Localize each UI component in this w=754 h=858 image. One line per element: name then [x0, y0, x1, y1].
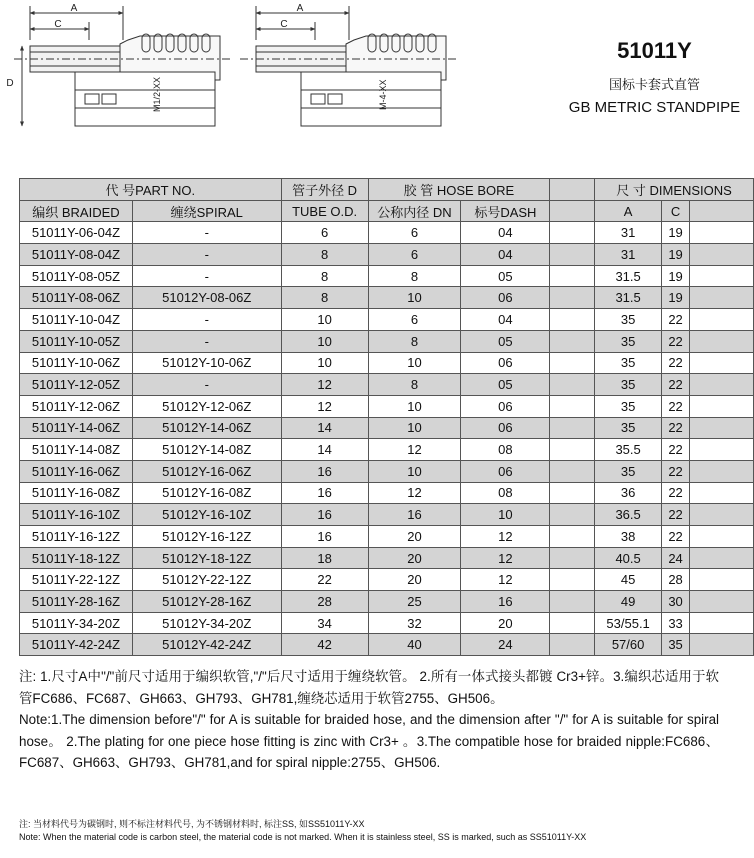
cell-blank [690, 634, 754, 656]
table-row [20, 352, 754, 374]
cell-blank [550, 547, 595, 569]
cell-tube-od: 16 [281, 460, 368, 482]
cell-a: 31.5 [595, 287, 662, 309]
cell-c: 33 [662, 612, 690, 634]
cell-dn: 20 [368, 526, 461, 548]
cell-blank [690, 460, 754, 482]
cell-blank [550, 504, 595, 526]
header-braided: 编织 BRAIDED [20, 200, 133, 222]
dim-a-label-right: A [296, 3, 304, 14]
cell-spiral: 51012Y-16-10Z [132, 504, 281, 526]
cell-tube-od: 16 [281, 504, 368, 526]
cell-braided: 51011Y-10-05Z [20, 330, 133, 352]
cell-a: 35.5 [595, 439, 662, 461]
cell-a: 45 [595, 569, 662, 591]
cell-blank [690, 287, 754, 309]
cell-dash: 04 [461, 309, 550, 331]
cell-dn: 8 [368, 374, 461, 396]
cell-tube-od: 22 [281, 569, 368, 591]
header-a: A [595, 200, 662, 222]
table-row [20, 569, 754, 591]
cell-tube-od: 34 [281, 612, 368, 634]
cell-c: 19 [662, 265, 690, 287]
cell-blank [690, 504, 754, 526]
cell-spiral: - [132, 330, 281, 352]
table-body [20, 222, 754, 656]
header-dimensions: 尺 寸 DIMENSIONS [595, 179, 754, 201]
cell-tube-od: 14 [281, 439, 368, 461]
cell-blank [690, 244, 754, 266]
table-row [20, 395, 754, 417]
cell-tube-od: 16 [281, 526, 368, 548]
cell-blank [690, 482, 754, 504]
cell-dash: 12 [461, 569, 550, 591]
cell-spiral: 51012Y-16-08Z [132, 482, 281, 504]
cell-dn: 10 [368, 352, 461, 374]
cell-a: 57/60 [595, 634, 662, 656]
cell-tube-od: 10 [281, 352, 368, 374]
cell-dn: 10 [368, 287, 461, 309]
cell-blank [690, 330, 754, 352]
cell-braided: 51011Y-10-04Z [20, 309, 133, 331]
cell-spiral: 51012Y-22-12Z [132, 569, 281, 591]
cell-c: 22 [662, 417, 690, 439]
cell-spiral: 51012Y-16-06Z [132, 460, 281, 482]
table-row [20, 460, 754, 482]
table-row [20, 417, 754, 439]
dim-c-label-right: C [280, 19, 288, 30]
cell-spiral: 51012Y-34-20Z [132, 612, 281, 634]
dimensions-table [19, 178, 754, 656]
cell-blank [550, 526, 595, 548]
cell-c: 22 [662, 374, 690, 396]
cell-dn: 6 [368, 244, 461, 266]
right-fitting-drawing [240, 6, 456, 126]
cell-braided: 51011Y-28-16Z [20, 591, 133, 613]
cell-spiral: - [132, 244, 281, 266]
cell-braided: 51011Y-08-06Z [20, 287, 133, 309]
cell-dn: 10 [368, 417, 461, 439]
header-blank [550, 179, 595, 201]
header-dn: 公称内径 DN [368, 200, 461, 222]
cell-dash: 05 [461, 265, 550, 287]
cell-braided: 51011Y-16-08Z [20, 482, 133, 504]
cell-blank [690, 265, 754, 287]
cell-dash: 24 [461, 634, 550, 656]
cell-dash: 06 [461, 417, 550, 439]
cell-blank [690, 439, 754, 461]
cell-c: 22 [662, 526, 690, 548]
cell-a: 31.5 [595, 265, 662, 287]
cell-blank [550, 222, 595, 244]
cell-blank [690, 417, 754, 439]
cell-c: 22 [662, 482, 690, 504]
header-c: C [662, 200, 690, 222]
thread-label-right: M-4-XX [378, 79, 388, 110]
cell-braided: 51011Y-14-08Z [20, 439, 133, 461]
cell-blank [690, 222, 754, 244]
cell-c: 30 [662, 591, 690, 613]
footnote-cn: 注: 当材料代号为碳钢时, 则不标注材料代号, 为不锈钢材料时, 标注SS, 如SS51011Y-XX [19, 819, 365, 829]
cell-spiral: 51012Y-12-06Z [132, 395, 281, 417]
cell-braided: 51011Y-14-06Z [20, 417, 133, 439]
cell-dn: 12 [368, 482, 461, 504]
cell-blank [690, 395, 754, 417]
header-dash: 标号DASH [461, 200, 550, 222]
cell-tube-od: 8 [281, 287, 368, 309]
cell-tube-od: 28 [281, 591, 368, 613]
table-row [20, 265, 754, 287]
cell-a: 35 [595, 417, 662, 439]
cell-spiral: - [132, 309, 281, 331]
cell-spiral: - [132, 222, 281, 244]
cell-braided: 51011Y-10-06Z [20, 352, 133, 374]
cell-c: 19 [662, 222, 690, 244]
cell-spiral: - [132, 374, 281, 396]
cell-tube-od: 14 [281, 417, 368, 439]
cell-a: 35 [595, 330, 662, 352]
cell-blank [550, 395, 595, 417]
cell-a: 40.5 [595, 547, 662, 569]
cell-blank [550, 330, 595, 352]
header-blank-3 [690, 200, 754, 222]
footnote-en: Note: When the material code is carbon steel, the material code is not marked. When it is stainless steel, SS is marked, such as SS51011Y-XX [19, 832, 587, 842]
cell-blank [550, 482, 595, 504]
cell-dn: 12 [368, 439, 461, 461]
cell-c: 22 [662, 352, 690, 374]
cell-a: 31 [595, 244, 662, 266]
cell-tube-od: 8 [281, 265, 368, 287]
cell-dn: 40 [368, 634, 461, 656]
cell-dash: 04 [461, 244, 550, 266]
cell-braided: 51011Y-16-12Z [20, 526, 133, 548]
cell-blank [690, 309, 754, 331]
table-row [20, 591, 754, 613]
table-row [20, 287, 754, 309]
cell-a: 35 [595, 460, 662, 482]
dim-a-label: A [70, 3, 78, 14]
dim-c-label: C [54, 19, 62, 30]
cell-blank [550, 569, 595, 591]
cell-dash: 06 [461, 395, 550, 417]
cell-blank [690, 612, 754, 634]
header-hose-bore: 胶 管 HOSE BORE [368, 179, 550, 201]
cell-a: 36.5 [595, 504, 662, 526]
notes-block [19, 666, 719, 774]
cell-dn: 8 [368, 265, 461, 287]
table-row [20, 244, 754, 266]
table-header-row-1 [20, 179, 754, 201]
cell-braided: 51011Y-08-05Z [20, 265, 133, 287]
header-blank-2 [550, 200, 595, 222]
cell-spiral: 51012Y-10-06Z [132, 352, 281, 374]
cell-braided: 51011Y-16-06Z [20, 460, 133, 482]
cell-braided: 51011Y-16-10Z [20, 504, 133, 526]
cell-blank [550, 287, 595, 309]
cell-c: 22 [662, 309, 690, 331]
cell-tube-od: 16 [281, 482, 368, 504]
cell-braided: 51011Y-18-12Z [20, 547, 133, 569]
left-fitting-drawing [14, 6, 230, 126]
cell-blank [550, 591, 595, 613]
cell-blank [550, 309, 595, 331]
cell-blank [550, 439, 595, 461]
cell-blank [550, 244, 595, 266]
header-tube-od-en: TUBE O.D. [281, 200, 368, 222]
material-footnotes [19, 818, 586, 844]
cell-braided: 51011Y-08-04Z [20, 244, 133, 266]
table-row [20, 482, 754, 504]
cell-a: 35 [595, 309, 662, 331]
fitting-drawings [0, 0, 560, 170]
cell-dash: 08 [461, 439, 550, 461]
cell-c: 19 [662, 287, 690, 309]
cell-a: 38 [595, 526, 662, 548]
cell-blank [690, 374, 754, 396]
cell-blank [690, 591, 754, 613]
cell-blank [550, 374, 595, 396]
cell-braided: 51011Y-12-05Z [20, 374, 133, 396]
cell-blank [550, 265, 595, 287]
product-name-en: GB METRIC STANDPIPE [568, 99, 741, 116]
product-code: 51011Y [617, 38, 692, 63]
cell-c: 28 [662, 569, 690, 591]
cell-a: 35 [595, 352, 662, 374]
cell-spiral: 51012Y-14-08Z [132, 439, 281, 461]
table-header-row-2 [20, 200, 754, 222]
cell-dash: 05 [461, 374, 550, 396]
cell-blank [550, 460, 595, 482]
cell-c: 22 [662, 330, 690, 352]
cell-blank [690, 547, 754, 569]
cell-tube-od: 18 [281, 547, 368, 569]
cell-dn: 16 [368, 504, 461, 526]
cell-spiral: 51012Y-28-16Z [132, 591, 281, 613]
title-block [555, 38, 754, 116]
cell-tube-od: 10 [281, 330, 368, 352]
cell-blank [550, 612, 595, 634]
cell-braided: 51011Y-34-20Z [20, 612, 133, 634]
cell-dash: 20 [461, 612, 550, 634]
header-spiral: 缠绕SPIRAL [132, 200, 281, 222]
cell-spiral: 51012Y-14-06Z [132, 417, 281, 439]
cell-tube-od: 12 [281, 374, 368, 396]
cell-dn: 20 [368, 569, 461, 591]
cell-c: 22 [662, 439, 690, 461]
cell-braided: 51011Y-42-24Z [20, 634, 133, 656]
table-row [20, 439, 754, 461]
table-row [20, 612, 754, 634]
cell-dash: 12 [461, 526, 550, 548]
cell-c: 24 [662, 547, 690, 569]
cell-c: 35 [662, 634, 690, 656]
table-row [20, 526, 754, 548]
cell-dash: 10 [461, 504, 550, 526]
cell-dash: 06 [461, 460, 550, 482]
cell-dash: 12 [461, 547, 550, 569]
header-part-no: 代 号PART NO. [20, 179, 282, 201]
cell-dn: 20 [368, 547, 461, 569]
cell-c: 22 [662, 395, 690, 417]
cell-dn: 32 [368, 612, 461, 634]
cell-tube-od: 42 [281, 634, 368, 656]
table-row [20, 330, 754, 352]
cell-dn: 25 [368, 591, 461, 613]
table-row [20, 547, 754, 569]
cell-braided: 51011Y-12-06Z [20, 395, 133, 417]
cell-c: 22 [662, 460, 690, 482]
table-row [20, 222, 754, 244]
cell-a: 35 [595, 395, 662, 417]
cell-tube-od: 12 [281, 395, 368, 417]
header-tube-od-cn: 管子外径 D [281, 179, 368, 201]
cell-braided: 51011Y-06-04Z [20, 222, 133, 244]
cell-dn: 8 [368, 330, 461, 352]
dim-d-label: D [6, 78, 14, 89]
cell-spiral: 51012Y-18-12Z [132, 547, 281, 569]
cell-a: 53/55.1 [595, 612, 662, 634]
cell-a: 35 [595, 374, 662, 396]
cell-dash: 08 [461, 482, 550, 504]
cell-dash: 04 [461, 222, 550, 244]
table-row [20, 634, 754, 656]
table-row [20, 374, 754, 396]
cell-dash: 06 [461, 352, 550, 374]
cell-spiral: - [132, 265, 281, 287]
cell-braided: 51011Y-22-12Z [20, 569, 133, 591]
cell-dn: 6 [368, 222, 461, 244]
table-row [20, 309, 754, 331]
cell-c: 19 [662, 244, 690, 266]
cell-a: 36 [595, 482, 662, 504]
cell-dash: 16 [461, 591, 550, 613]
cell-spiral: 51012Y-08-06Z [132, 287, 281, 309]
cell-c: 22 [662, 504, 690, 526]
notes-en: Note:1.The dimension before"/" for A is suitable for braided hose, and the dimension after "/" for A is suitable for spiral hose。 2.The plating for one piece hose fitting is zinc with Cr3+ 。3.The compatible hose for braided nipple:FC686、FC687、GH663、GH793、GH781,and for spiral nipple:2755、GH506. [19, 712, 719, 771]
thread-label-left: M1/2-XX [152, 76, 162, 112]
cell-blank [550, 417, 595, 439]
cell-blank [690, 352, 754, 374]
cell-spiral: 51012Y-42-24Z [132, 634, 281, 656]
cell-tube-od: 8 [281, 244, 368, 266]
cell-blank [690, 569, 754, 591]
cell-a: 31 [595, 222, 662, 244]
cell-tube-od: 10 [281, 309, 368, 331]
notes-cn: 注: 1.尺寸A中"/"前尺寸适用于编织软管,"/"后尺寸适用于缠绕软管。 2.所有一体式接头都镀 Cr3+锌。3.编织芯适用于软管FC686、FC687、GH663、GH793、GH781,缠绕芯适用于软管2755、GH506。 [19, 669, 719, 706]
cell-spiral: 51012Y-16-12Z [132, 526, 281, 548]
product-name-cn: 国标卡套式直管 [608, 78, 700, 93]
cell-dn: 6 [368, 309, 461, 331]
cell-a: 49 [595, 591, 662, 613]
table-row [20, 504, 754, 526]
cell-dn: 10 [368, 395, 461, 417]
cell-blank [550, 352, 595, 374]
cell-dash: 06 [461, 287, 550, 309]
cell-tube-od: 6 [281, 222, 368, 244]
cell-blank [550, 634, 595, 656]
cell-blank [690, 526, 754, 548]
cell-dash: 05 [461, 330, 550, 352]
cell-dn: 10 [368, 460, 461, 482]
